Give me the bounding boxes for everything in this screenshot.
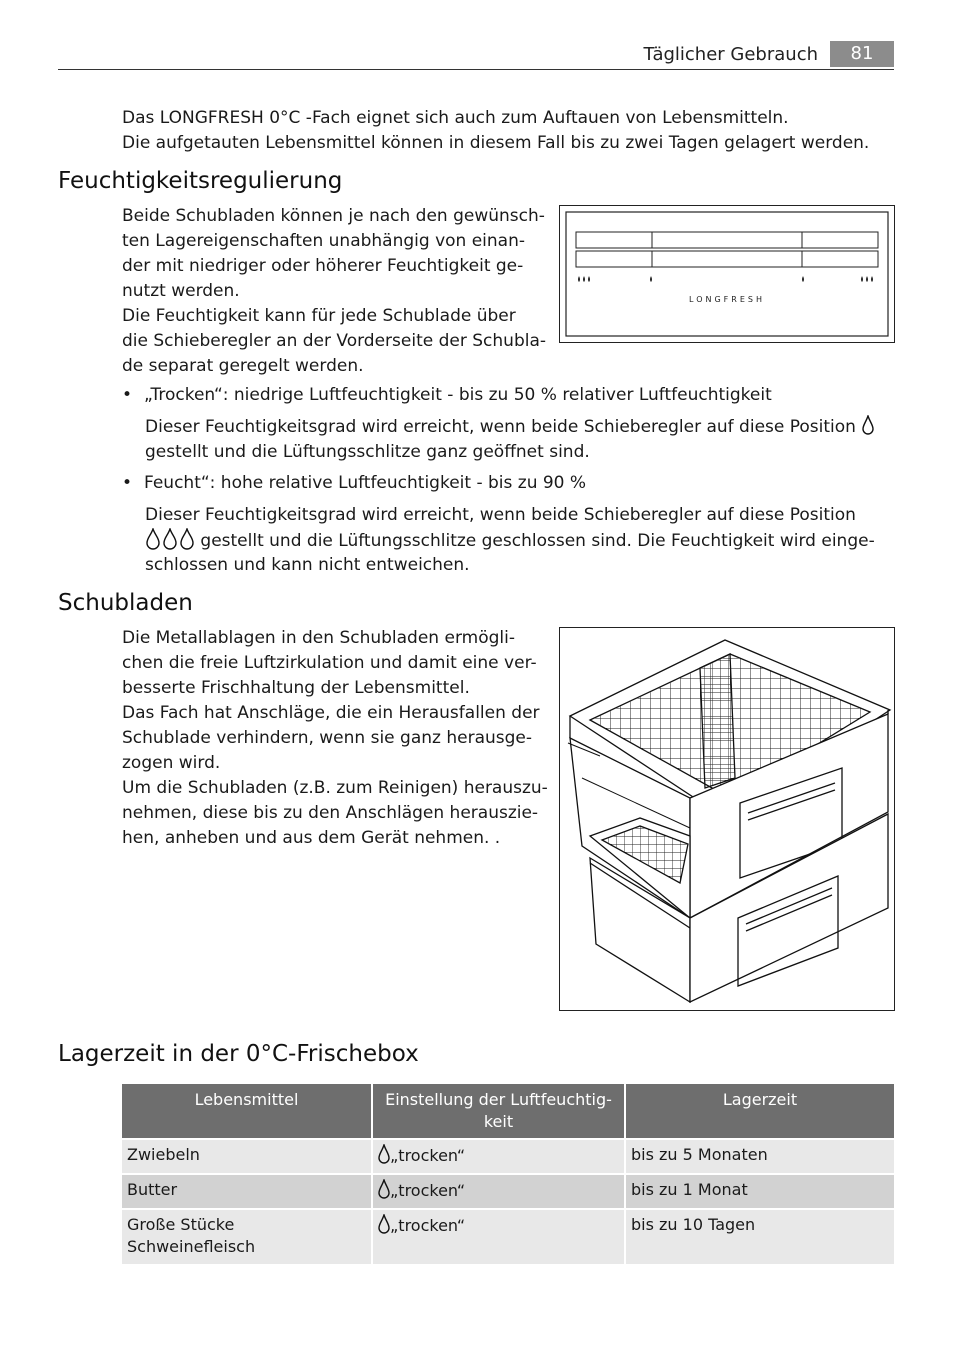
cell-setting — [373, 1208, 626, 1264]
table-row — [122, 1173, 894, 1208]
bullet-humid-desc-line-3: schlossen und kann nicht entweichen. — [145, 555, 470, 575]
longfresh-label: LONGFRESH — [689, 295, 765, 304]
three-drops-icon — [145, 528, 195, 550]
running-header: Täglicher Gebrauch — [643, 44, 818, 65]
humidity-line: die Schieberegler an der Vorderseite der Schubla- — [122, 331, 547, 351]
humidity-line: nutzt werden. — [122, 281, 240, 301]
bullet-humid — [122, 471, 586, 496]
drawers-line: hen, anheben und aus dem Gerät nehmen. . — [122, 828, 501, 848]
cell-time: bis zu 10 Tagen — [626, 1208, 894, 1264]
drawers-drawing — [560, 628, 894, 1010]
bullet-humid-desc-text: gestellt und die Lüftungsschlitze geschlossen sind. Die Feuchtigkeit wird einge- — [200, 531, 875, 551]
drawers-line: Das Fach hat Anschläge, die ein Herausfallen der — [122, 703, 540, 723]
column-header-food: Lebensmittel — [122, 1084, 373, 1138]
cell-setting-text: „trocken“ — [390, 1146, 466, 1165]
cell-setting — [373, 1138, 626, 1173]
bullet-humid-desc-line-2 — [145, 528, 875, 554]
bullet-dot: • — [122, 473, 133, 493]
drop-icon — [378, 1214, 390, 1234]
drops-icon — [578, 276, 590, 282]
column-header-setting-line-1: Einstellung der Luftfeuchtig- — [385, 1090, 612, 1109]
humidity-slider-figure — [559, 205, 895, 343]
table-row — [122, 1138, 894, 1173]
drawers-line: besserte Frischhaltung der Lebensmittel. — [122, 678, 470, 698]
cell-food: Butter — [122, 1173, 373, 1208]
humidity-line: der mit niedriger oder höherer Feuchtigkeit ge- — [122, 256, 524, 276]
page-number: 81 — [830, 41, 894, 67]
table-header-row — [122, 1084, 894, 1138]
drawers-line: nehmen, diese bis zu den Anschlägen herauszie- — [122, 803, 539, 823]
intro-line-2: Die aufgetauten Lebensmittel können in diesem Fall bis zu zwei Tagen gelagert werden. — [122, 133, 870, 153]
drop-icon — [650, 276, 652, 282]
drop-icon — [378, 1179, 390, 1199]
slider-panel-illustration — [560, 206, 894, 342]
cell-setting-text: „trocken“ — [390, 1216, 466, 1235]
column-header-setting-line-2: keit — [483, 1112, 514, 1131]
intro-line-1: Das LONGFRESH 0°C -Fach eignet sich auch zum Auftauen von Lebensmitteln. — [122, 108, 789, 128]
bullet-dry-desc-line-2: gestellt und die Lüftungsschlitze ganz geöffnet sind. — [145, 442, 590, 462]
humidity-line: de separat geregelt werden. — [122, 356, 364, 376]
drawers-line: chen die freie Luftzirkulation und damit eine ver- — [122, 653, 537, 673]
header-divider — [58, 69, 894, 70]
bullet-humid-desc-line-1: Dieser Feuchtigkeitsgrad wird erreicht, wenn beide Schieberegler auf diese Position — [145, 505, 856, 525]
column-header-setting — [373, 1084, 626, 1138]
drawers-illustration — [559, 627, 895, 1011]
humidity-line: Beide Schubladen können je nach den gewünsch- — [122, 206, 545, 226]
humidity-line: ten Lagereigenschaften unabhängig von einan- — [122, 231, 526, 251]
drawers-line: Schublade verhindern, wenn sie ganz herausge- — [122, 728, 533, 748]
cell-food: Zwiebeln — [122, 1138, 373, 1173]
cell-food: Große Stücke Schweinefleisch — [122, 1208, 373, 1264]
bullet-dry-text: „Trocken“: niedrige Luftfeuchtigkeit - bis zu 50 % relativer Luftfeuchtigkeit — [144, 385, 772, 405]
bullet-dry-desc-text: Dieser Feuchtigkeitsgrad wird erreicht, wenn beide Schieberegler auf diese Position — [145, 417, 856, 437]
drawers-line: Die Metallablagen in den Schubladen ermögli- — [122, 628, 515, 648]
table-row — [122, 1208, 894, 1264]
section-title-humidity: Feuchtigkeitsregulierung — [58, 168, 343, 194]
cell-time: bis zu 5 Monaten — [626, 1138, 894, 1173]
bullet-dry-desc-line-1 — [145, 415, 875, 440]
drops-icon — [861, 276, 873, 282]
cell-setting-text: „trocken“ — [390, 1181, 466, 1200]
section-title-drawers: Schubladen — [58, 590, 193, 616]
cell-setting — [373, 1173, 626, 1208]
drop-icon — [378, 1144, 390, 1164]
section-title-storage: Lagerzeit in der 0°C-Frischebox — [58, 1041, 419, 1067]
drawers-line: zogen wird. — [122, 753, 221, 773]
storage-table — [122, 1084, 894, 1264]
bullet-dot: • — [122, 385, 133, 405]
drop-icon — [861, 415, 875, 435]
bullet-humid-text: Feucht“: hohe relative Luftfeuchtigkeit - bis zu 90 % — [144, 473, 587, 493]
cell-time: bis zu 1 Monat — [626, 1173, 894, 1208]
drop-icon — [802, 276, 804, 282]
bullet-dry — [122, 383, 772, 408]
column-header-time: Lagerzeit — [626, 1084, 894, 1138]
humidity-line: Die Feuchtigkeit kann für jede Schublade über — [122, 306, 516, 326]
drawers-line: Um die Schubladen (z.B. zum Reinigen) herauszu- — [122, 778, 548, 798]
